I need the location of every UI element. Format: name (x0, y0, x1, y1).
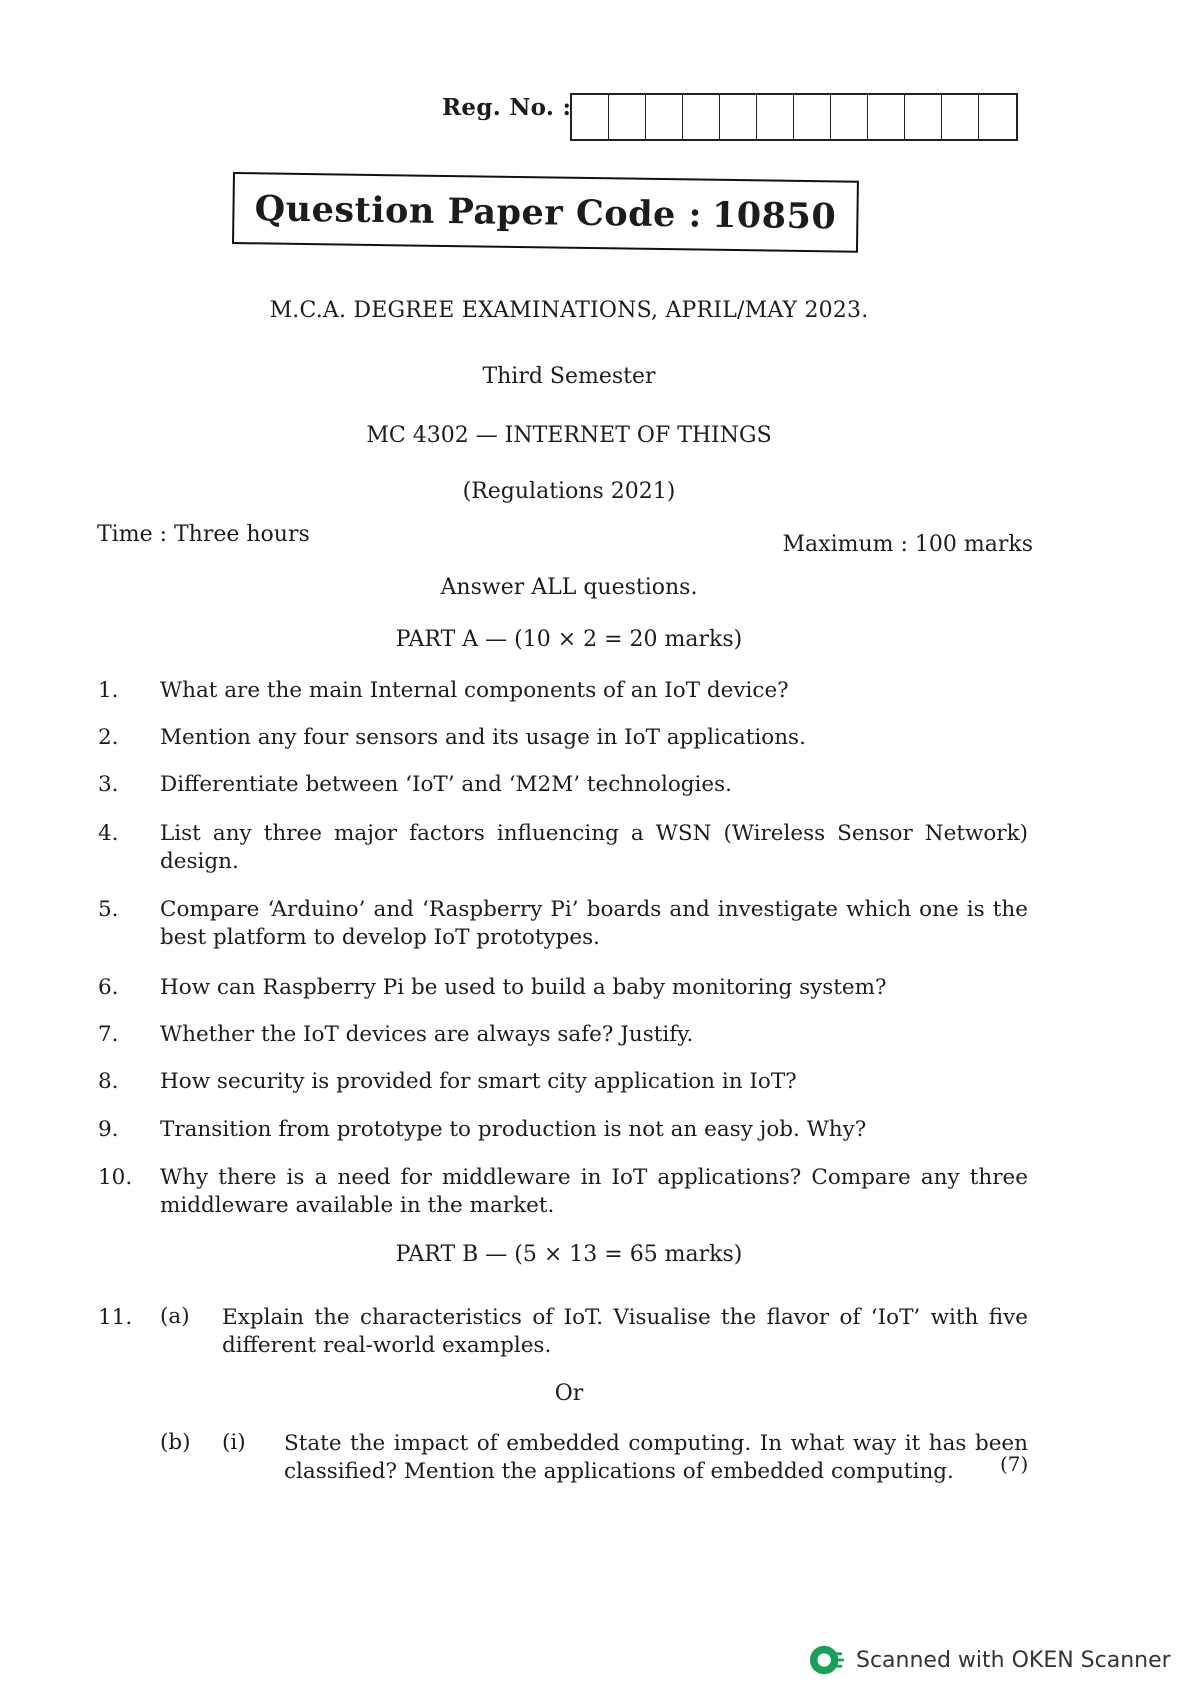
sub-question-label-b-i: (i) (222, 1430, 246, 1455)
sub-question-label-b: (b) (160, 1430, 191, 1455)
question-number: 6. (98, 975, 119, 1000)
time-allowed: Time : Three hours (97, 522, 310, 547)
part-a-heading: PART A — (10 × 2 = 20 marks) (395, 627, 743, 652)
sub-question-b-i-text: State the impact of embedded computing. In what way it has been classified? Mention the applications of embedded computing. (284, 1431, 1028, 1484)
question-text: List any three major factors influencing a WSN (Wireless Sensor Network) design. (160, 821, 1028, 874)
reg-no-box (757, 95, 794, 139)
question-number: 2. (98, 725, 119, 750)
exam-title: M.C.A. DEGREE EXAMINATIONS, APRIL/MAY 2023. (269, 298, 869, 323)
sub-question-a-text: Explain the characteristics of IoT. Visualise the flavor of ‘IoT’ with five different real-world examples. (222, 1305, 1028, 1358)
reg-no-box (572, 95, 609, 139)
question-number: 4. (98, 821, 119, 846)
question-text: What are the main Internal components of an IoT device? (160, 678, 789, 703)
question-number: 1. (98, 678, 119, 703)
subject: MC 4302 — INTERNET OF THINGS (366, 423, 772, 448)
scanner-watermark (808, 1640, 1171, 1680)
question-number: 11. (98, 1305, 133, 1330)
regulations: (Regulations 2021) (462, 479, 676, 504)
question-text: Transition from prototype to production is not an easy job. Why? (160, 1117, 867, 1142)
part-b-heading: PART B — (5 × 13 = 65 marks) (395, 1242, 743, 1267)
code-label: Question Paper Code : (254, 187, 703, 236)
or-separator: Or (554, 1381, 584, 1406)
reg-no-boxes (570, 93, 1018, 141)
question-text: Whether the IoT devices are always safe? Justify. (160, 1022, 694, 1047)
oken-scanner-logo-icon (808, 1641, 846, 1679)
reg-no-box (609, 95, 646, 139)
reg-no-box (683, 95, 720, 139)
reg-no-box (905, 95, 942, 139)
question-number: 8. (98, 1069, 119, 1094)
question-text: Mention any four sensors and its usage in IoT applications. (160, 725, 806, 750)
question-text: How can Raspberry Pi be used to build a baby monitoring system? (160, 975, 887, 1000)
question-text: Compare ‘Arduino’ and ‘Raspberry Pi’ boards and investigate which one is the best platform to develop IoT prototypes. (160, 897, 1028, 950)
maximum-marks: Maximum : 100 marks (782, 532, 1033, 557)
reg-no-label: Reg. No. : (442, 94, 572, 121)
question-number: 10. (98, 1165, 133, 1190)
reg-no-box (979, 95, 1016, 139)
marks-b-i: (7) (1000, 1452, 1029, 1476)
sub-question-label-a: (a) (160, 1304, 190, 1329)
question-text: How security is provided for smart city application in IoT? (160, 1069, 797, 1094)
instruction: Answer ALL questions. (440, 575, 698, 600)
reg-no-box (868, 95, 905, 139)
reg-no-box (720, 95, 757, 139)
semester: Third Semester (482, 364, 656, 389)
scanner-text: Scanned with OKEN Scanner (856, 1647, 1171, 1673)
question-text: Differentiate between ‘IoT’ and ‘M2M’ technologies. (160, 772, 732, 797)
code-number: 10850 (711, 194, 837, 237)
reg-no-box (942, 95, 979, 139)
question-number: 7. (98, 1022, 119, 1047)
reg-no-box (794, 95, 831, 139)
question-number: 5. (98, 897, 119, 922)
question-number: 3. (98, 772, 119, 797)
question-paper-code-box (232, 172, 859, 253)
reg-no-box (646, 95, 683, 139)
question-text: Why there is a need for middleware in IoT applications? Compare any three middleware available in the market. (160, 1165, 1028, 1218)
reg-no-box (831, 95, 868, 139)
question-number: 9. (98, 1117, 119, 1142)
